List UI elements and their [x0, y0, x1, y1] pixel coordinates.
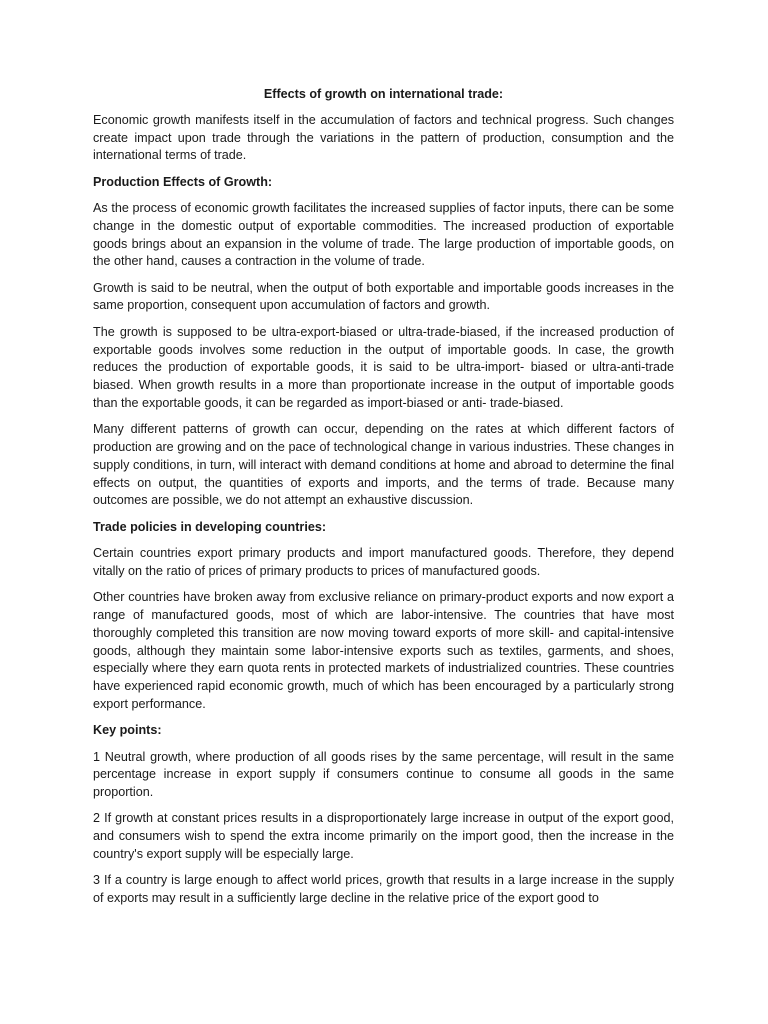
key-point-2: 2 If growth at constant prices results in a disproportionately large increase in output of the export good, and consumers wish to spend the extra income primarily on the import good, then the increase in the country's export supply will be especially large. — [93, 811, 674, 861]
paragraph-primary-products: Certain countries export primary products and import manufactured goods. Therefore, they depend vitally on the ratio of prices of primary products to prices of manufactured goods. — [93, 546, 674, 578]
paragraph-ultra-biased: The growth is supposed to be ultra-export-biased or ultra-trade-biased, if the increased production of exportable goods involves some reduction in the output of importable goods. In case, the growth reduces the production of exportable goods, it is said to be ultra-import- biased or ultra-anti-trade biased. When growth results in a more than proportionate increase in the output of importable goods than the exportable goods, it can be regarded as import-biased or anti- trade-biased. — [93, 324, 674, 410]
paragraph-manufactured-exports: Other countries have broken away from exclusive reliance on primary-product exports and now export a range of manufactured goods, most of which are labor-intensive. The countries that have most thoroughly completed this transition are now moving toward exports of more skill- and capital-intensive goods, although they maintain some labor-intensive exports such as textiles, garments, and shoes, especially where they earn quota rents in protected markets of industrialized countries. These countries have experienced rapid economic growth, much of which has been encouraged by a particularly strong export performance. — [93, 590, 674, 711]
document-title: Effects of growth on international trade: — [263, 87, 504, 101]
section-heading-production-effects: Production Effects of Growth: — [93, 174, 273, 189]
document-page — [93, 86, 674, 916]
key-point-1: 1 Neutral growth, where production of all goods rises by the same percentage, will result in the same percentage increase in export supply if consumers continue to consume all goods in the same proportion. — [93, 749, 674, 800]
paragraph-factor-inputs: As the process of economic growth facilitates the increased supplies of factor inputs, there can be some change in the domestic output of exportable commodities. The increased production of exportable goods brings about an expansion in the volume of trade. The large production of importable goods, on the other hand, causes a contraction in the volume of trade. — [93, 200, 674, 269]
section-heading-key-points: Key points: — [93, 723, 162, 738]
section-heading-trade-policies: Trade policies in developing countries: — [93, 519, 327, 534]
paragraph-neutral-growth: Growth is said to be neutral, when the output of both exportable and importable goods increases in the same proportion, consequent upon accumulation of factors and growth. — [93, 280, 674, 313]
key-point-3: 3 If a country is large enough to affect world prices, growth that results in a large increase in the supply of exports may result in a sufficiently large decline in the relative price of the export good to — [93, 873, 674, 906]
paragraph-intro: Economic growth manifests itself in the accumulation of factors and technical progress. Such changes create impact upon trade through the variations in the pattern of production, consumption and the international terms of trade. — [93, 112, 674, 163]
paragraph-growth-patterns: Many different patterns of growth can occur, depending on the rates at which different factors of production are growing and on the pace of technological change in various industries. These changes in supply conditions, in turn, will interact with demand conditions at home and abroad to determine the final effects on output, the quantities of exports and imports, and the terms of trade. Because many outcomes are possible, we do not attempt an exhaustive discussion. — [93, 422, 674, 508]
